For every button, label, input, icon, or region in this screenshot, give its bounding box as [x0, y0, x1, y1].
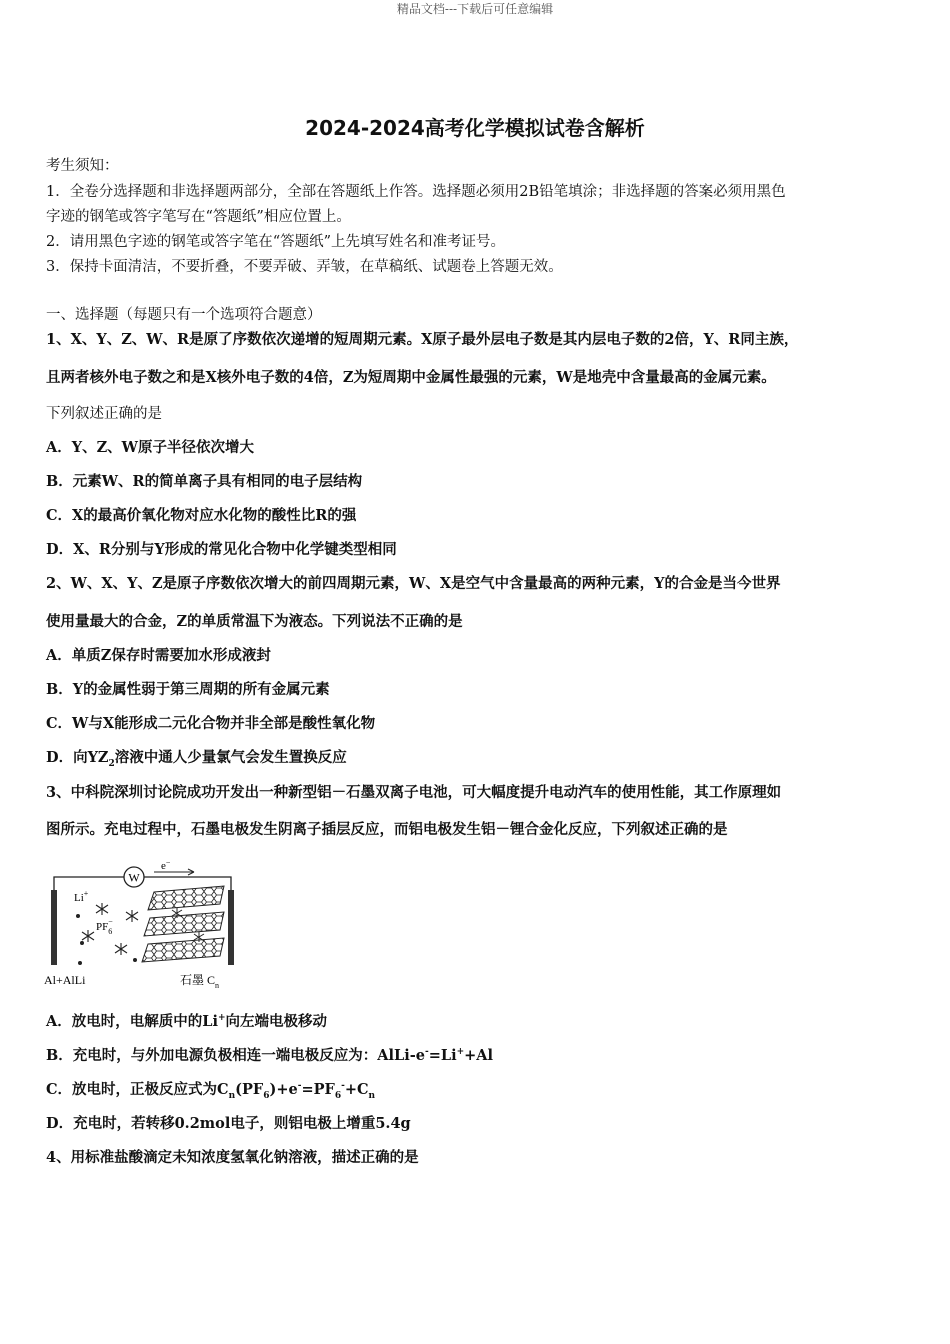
watermark: 精品文档---下载后可任意编辑 — [396, 2, 554, 16]
graphite-layer — [148, 886, 224, 910]
q1-option-b: B．元素W、R的简单离子具有相同的电子层结构 — [46, 473, 363, 490]
q1-option-a: A．Y、Z、W原子半径依次增大 — [46, 439, 254, 456]
q3-b-text: B．充电时，与外加电源负极相连一端电极反应为：AlLi-e — [46, 1047, 425, 1064]
q3-option-b — [46, 1044, 493, 1065]
graphite-layer — [142, 938, 224, 962]
pf6-ion — [115, 943, 127, 955]
q3-option-a — [46, 1010, 327, 1031]
right-label-sub: n — [215, 981, 220, 990]
q1-option-c: C．X的最高价氧化物对应水化物的酸性比R的强 — [46, 507, 357, 524]
q1-stem-2: 且两者核外电子数之和是X核外电子数的4倍，Z为短周期中金属性最强的元素，W是地壳中含量最高的金属元素。 — [46, 369, 776, 386]
graphite-layer — [144, 912, 224, 936]
q1-option-d: D．X、R分别与Y形成的常见化合物中化学键类型相同 — [46, 541, 397, 558]
q2-d-text: D．向YZ — [46, 749, 109, 766]
q3-b-text-3: +Al — [464, 1047, 494, 1064]
q3-c-sub-4: n — [368, 1090, 376, 1101]
q3-c-sub-2: 6 — [263, 1090, 270, 1101]
q3-c-text-4: =PF — [301, 1081, 335, 1098]
li-ion-dot — [133, 958, 137, 962]
q3-stem-1: 3、中科院深圳讨论院成功开发出一种新型铝－石墨双离子电池，可大幅度提升电动汽车的使用性能，其工作原理如 — [46, 784, 782, 801]
notice-line-2: 2．请用黑色字迹的钢笔或答字笔在“答题纸”上先填写姓名和准考证号。 — [46, 234, 506, 250]
left-electrode-label: Al+AlLi — [44, 973, 86, 987]
li-ion-dot — [76, 914, 80, 918]
pf6-ion — [126, 910, 138, 922]
right-electrode-label — [180, 973, 219, 990]
q3-b-sup-2: + — [456, 1047, 465, 1058]
pf6-ion — [96, 903, 108, 915]
pf-sub: 6 — [108, 927, 113, 936]
notice-heading: 考生须知： — [46, 158, 119, 174]
pf6-ion — [82, 930, 94, 942]
li-ion-dot — [80, 941, 84, 945]
q1-stem-1: 1、X、Y、Z、W、R是原了序数依次递增的短周期元素。X原子最外层电子数是其内层电子数的2倍，Y、R同主族， — [46, 331, 799, 348]
q3-c-sup: - — [297, 1081, 302, 1092]
page-title: 2024-2024高考化学模拟试卷含解析 — [305, 116, 645, 140]
meter-label: W — [128, 870, 140, 885]
q2-stem-2: 使用量最大的合金，Z的单质常温下为液态。下列说法不正确的是 — [46, 613, 463, 630]
battery-diagram — [44, 860, 244, 990]
q3-a-sup: + — [217, 1013, 226, 1024]
electron-sup: − — [165, 860, 171, 867]
right-electrode — [228, 890, 234, 965]
q3-b-sup: - — [424, 1047, 429, 1058]
li-sup: + — [83, 889, 89, 898]
q2-option-a: A．单质Z保存时需要加水形成液封 — [46, 647, 271, 664]
pf6-label — [96, 917, 113, 936]
q2-d-text-2: 溶液中通人少量氯气会发生置换反应 — [114, 749, 347, 766]
electron-symbol: e — [161, 860, 166, 872]
notice-line-3: 3．保持卡面清洁，不要折叠，不要弄破、弄皱，在草稿纸、试题卷上答题无效。 — [46, 259, 563, 275]
q3-c-text-2: (PF — [235, 1081, 264, 1098]
notice-line-1b: 字迹的钢笔或答字笔写在“答题纸”相应位置上。 — [46, 209, 351, 225]
q3-a-text: A．放电时，电解质中的Li — [46, 1013, 218, 1030]
q3-b-text-2: =Li — [428, 1047, 457, 1064]
li-ion-label — [74, 889, 89, 904]
q3-c-text-5: +C — [344, 1081, 369, 1098]
q2-option-b: B．Y的金属性弱于第三周期的所有金属元素 — [46, 681, 330, 698]
q3-c-sup-2: - — [341, 1081, 345, 1092]
q4-stem-1: 4、用标准盐酸滴定未知浓度氢氧化钠溶液，描述正确的是 — [46, 1149, 419, 1166]
pf-symbol: PF — [96, 921, 109, 933]
section-heading: 一、选择题（每题只有一个选项符合题意） — [46, 307, 322, 323]
q3-a-text-2: 向左端电极移动 — [225, 1013, 327, 1030]
q3-stem-2: 图所示。充电过程中，石墨电极发生阴离子插层反应，而铝电极发生铝－锂合金化反应，下列叙述正确的是 — [46, 821, 728, 838]
q2-option-c: C．W与X能形成二元化合物并非全部是酸性氧化物 — [46, 715, 376, 732]
q3-option-c — [46, 1078, 375, 1099]
notice-line-1a: 1．全卷分选择题和非选择题两部分，全部在答题纸上作答。选择题必须用2B铅笔填涂；非选择题的答案必须用黑色 — [46, 184, 786, 200]
q3-c-text: C．放电时，正极反应式为C — [46, 1081, 229, 1098]
li-symbol: Li — [74, 892, 84, 904]
q3-c-text-3: )+e — [269, 1081, 298, 1098]
q1-stem-3: 下列叙述正确的是 — [46, 406, 162, 422]
q3-c-sub: n — [228, 1090, 236, 1101]
pf-sup: − — [108, 917, 113, 926]
q2-d-sub: 2 — [108, 758, 115, 769]
q2-option-d — [46, 746, 347, 767]
electron-label — [161, 860, 171, 872]
q3-c-sub-3: 6 — [334, 1090, 342, 1101]
li-ion-dot — [78, 961, 82, 965]
right-label-text: 石墨 C — [180, 973, 216, 987]
q2-stem-1: 2、W、X、Y、Z是原子序数依次增大的前四周期元素，W、X是空气中含量最高的两种元素，Y的合金是当今世界 — [46, 575, 781, 592]
q3-option-d: D．充电时，若转移0.2mol电子，则铝电极上增重5.4g — [46, 1115, 411, 1132]
left-electrode — [51, 890, 57, 965]
